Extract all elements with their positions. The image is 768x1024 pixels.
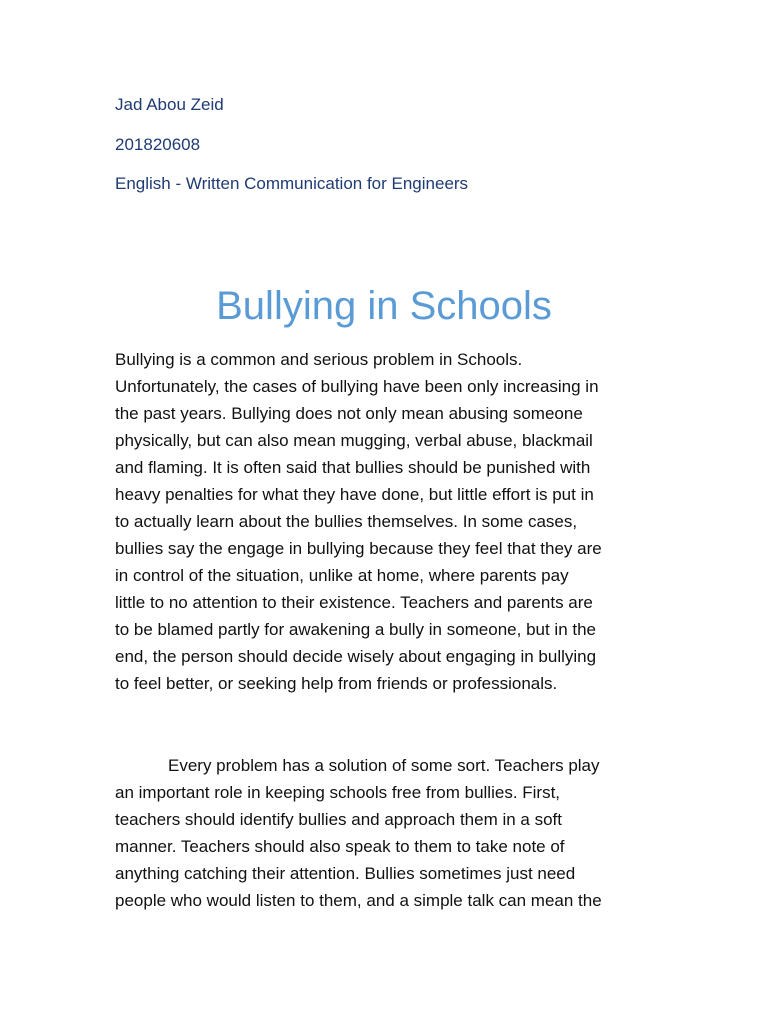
- paragraph-line: in control of the situation, unlike at home, where parents pay: [115, 566, 569, 585]
- paragraph-line: teachers should identify bullies and approach them in a soft: [115, 810, 562, 829]
- paragraph-line: anything catching their attention. Bullies sometimes just need: [115, 864, 576, 883]
- paragraph-line: to be blamed partly for awakening a bully in someone, but in the: [115, 620, 597, 639]
- author-name: Jad Abou Zeid: [115, 95, 224, 114]
- paragraph-line: heavy penalties for what they have done, but little effort is put in: [115, 485, 594, 504]
- paragraph-line: the past years. Bullying does not only mean abusing someone: [115, 404, 583, 423]
- paragraph-1: [115, 346, 602, 697]
- student-id: 201820608: [115, 135, 201, 154]
- paragraph-line: physically, but can also mean mugging, verbal abuse, blackmail: [115, 431, 593, 450]
- paragraph-line: little to no attention to their existence. Teachers and parents are: [115, 593, 593, 612]
- paragraph-line: Bullying is a common and serious problem in Schools.: [115, 350, 523, 369]
- paragraph-line: Every problem has a solution of some sort. Teachers play: [168, 756, 600, 775]
- paragraph-line: Unfortunately, the cases of bullying have been only increasing in: [115, 377, 599, 396]
- document-title: Bullying in Schools: [216, 284, 552, 328]
- paragraph-line: an important role in keeping schools free from bullies. First,: [115, 783, 561, 802]
- paragraph-line: to feel better, or seeking help from friends or professionals.: [115, 674, 558, 693]
- paragraph-line: manner. Teachers should also speak to them to take note of: [115, 837, 565, 856]
- course-name: English - Written Communication for Engineers: [115, 174, 469, 193]
- paragraph-line: people who would listen to them, and a simple talk can mean the: [115, 891, 602, 910]
- paragraph-line: bullies say the engage in bullying because they feel that they are: [115, 539, 602, 558]
- paragraph-2: [115, 752, 602, 914]
- paragraph-line: to actually learn about the bullies themselves. In some cases,: [115, 512, 578, 531]
- paragraph-line: and flaming. It is often said that bullies should be punished with: [115, 458, 591, 477]
- paragraph-line: end, the person should decide wisely about engaging in bullying: [115, 647, 597, 666]
